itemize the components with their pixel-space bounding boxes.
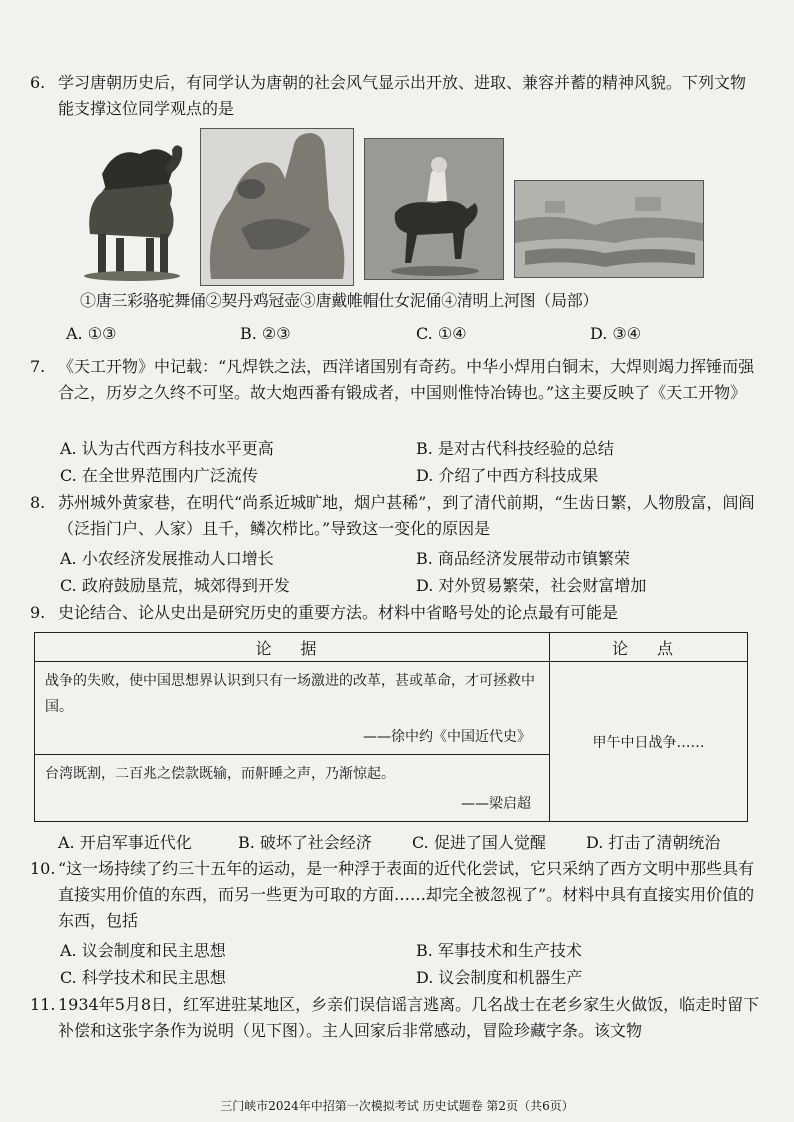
image-caption: ①唐三彩骆驼舞俑②契丹鸡冠壶③唐戴帷帽仕女泥俑④清明上河图（局部） bbox=[80, 291, 599, 310]
question-number: 11. bbox=[30, 995, 56, 1014]
question-text: 史论结合、论从史出是研究历史的重要方法。材料中省略号处的论点最有可能是 bbox=[58, 603, 619, 622]
evidence-source: ——徐中约《中国近代史》 bbox=[363, 729, 531, 745]
option-b[interactable]: B. 破坏了社会经济 bbox=[238, 833, 372, 852]
evidence-argument-table bbox=[34, 632, 748, 822]
option-a[interactable]: A. 议会制度和民主思想 bbox=[60, 941, 226, 960]
option-a[interactable]: A. ①③ bbox=[66, 324, 117, 343]
option-d[interactable]: D. ③④ bbox=[590, 324, 642, 343]
khitan-cockscomb-pot-image bbox=[200, 128, 354, 286]
question-text: 1934年5月8日，红军进驻某地区，乡亲们误信谣言逃离。几名战士在老乡家生火做饭，临走时留下补偿和这张字条作为说明（见下图）。主人回家后非常感动，冒险珍藏字条。该文物 bbox=[58, 995, 760, 1040]
question-9 bbox=[30, 600, 760, 626]
question-text: “这一场持续了约三十五年的运动，是一种浮于表面的近代化尝试，它只采纳了西方文明中那些具有直接实用价值的东西，而另一些更为可取的方面……却完全被忽视了”。材料中具有直接实用价值的东西，包括 bbox=[58, 859, 755, 930]
option-c[interactable]: C. 科学技术和民主思想 bbox=[60, 968, 226, 987]
question-number: 10. bbox=[30, 859, 56, 878]
option-d[interactable]: D. 对外贸易繁荣，社会财富增加 bbox=[416, 576, 647, 595]
question-text: 学习唐朝历史后，有同学认为唐朝的社会风气显示出开放、进取、兼容并蓄的精神风貌。下列文物能支撑这位同学观点的是 bbox=[58, 73, 747, 118]
option-a[interactable]: A. 小农经济发展推动人口增长 bbox=[60, 549, 274, 568]
question-number: 9. bbox=[30, 603, 46, 622]
question-7 bbox=[30, 354, 760, 406]
option-b[interactable]: B. ②③ bbox=[240, 324, 291, 343]
question-number: 8. bbox=[30, 493, 46, 512]
option-c[interactable]: C. 政府鼓励垦荒，城郊得到开发 bbox=[60, 576, 290, 595]
option-d[interactable]: D. 议会制度和机器生产 bbox=[416, 968, 583, 987]
option-d[interactable]: D. 介绍了中西方科技成果 bbox=[416, 466, 599, 485]
question-text: 《天工开物》中记载：“凡焊铁之法，西洋诸国别有奇药。中华小焊用白铜末，大焊则竭力挥锤而强合之，历岁之久终不可坚。故大炮西番有锻成者，中国则惟恃冶铸也。”这主要反映了《天工开物》 bbox=[58, 357, 755, 402]
page-footer: 三门峡市2024年中招第一次模拟考试 历史试题卷 第2页（共6页） bbox=[220, 1099, 574, 1113]
option-a[interactable]: A. 开启军事近代化 bbox=[58, 833, 192, 852]
option-c[interactable]: C. 在全世界范围内广泛流传 bbox=[60, 466, 258, 485]
option-d[interactable]: D. 打击了清朝统治 bbox=[586, 833, 721, 852]
question-10 bbox=[30, 856, 760, 934]
option-b[interactable]: B. 是对古代科技经验的总结 bbox=[416, 439, 614, 458]
question-number: 7. bbox=[30, 357, 46, 376]
option-a[interactable]: A. 认为古代西方科技水平更高 bbox=[60, 439, 274, 458]
table-header-argument: 论 点 bbox=[550, 633, 748, 662]
tang-female-figurine-on-horse-image bbox=[364, 138, 504, 280]
question-6 bbox=[30, 70, 760, 122]
argument-cell: 甲午中日战争…… bbox=[550, 662, 748, 822]
table-header-evidence: 论 据 bbox=[35, 633, 550, 662]
option-b[interactable]: B. 商品经济发展带动市镇繁荣 bbox=[416, 549, 630, 568]
option-c[interactable]: C. 促进了国人觉醒 bbox=[412, 833, 546, 852]
table-row bbox=[35, 755, 550, 822]
question-11 bbox=[30, 992, 760, 1044]
table-row bbox=[35, 662, 550, 755]
question-8 bbox=[30, 490, 760, 542]
qingming-riverside-painting-image bbox=[514, 180, 704, 278]
evidence-source: ——梁启超 bbox=[461, 796, 531, 812]
option-c[interactable]: C. ①④ bbox=[416, 324, 467, 343]
option-b[interactable]: B. 军事技术和生产技术 bbox=[416, 941, 582, 960]
question-number: 6. bbox=[30, 73, 46, 92]
evidence-text: 战争的失败，使中国思想界认识到只有一场激进的改革，甚或革命，才可拯救中国。 bbox=[45, 673, 535, 715]
question-text: 苏州城外黄家巷，在明代“尚系近城旷地，烟户甚稀”，到了清代前期，“生齿日繁，人物殷富，闾阎（泛指门户、人家）且千，鳞次栉比。”导致这一变化的原因是 bbox=[58, 493, 755, 538]
tang-camel-figurine-image bbox=[72, 134, 190, 282]
evidence-text: 台湾既割，二百兆之偿款既输，而鼾睡之声，乃渐惊起。 bbox=[45, 766, 395, 782]
